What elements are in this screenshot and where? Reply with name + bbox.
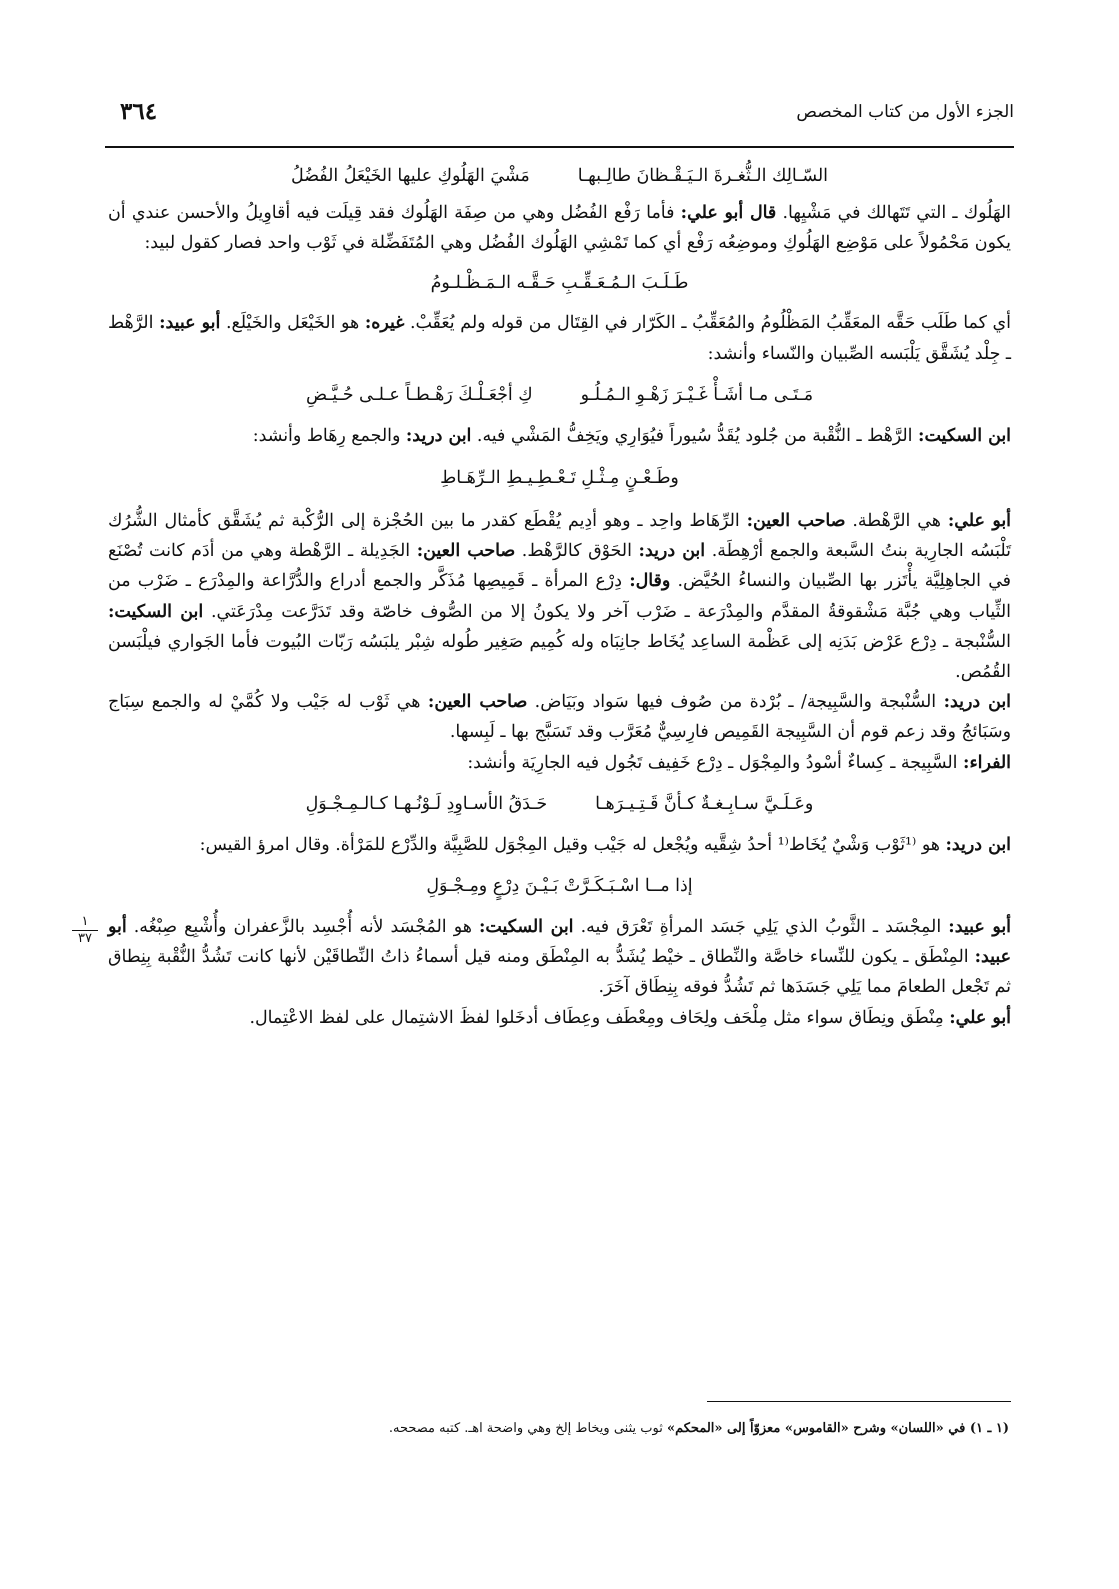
paragraph-4 <box>108 506 1011 687</box>
speaker-label: ابن السكيت: <box>108 601 204 622</box>
text-run: هو الخَيْعَل والخَيْلَع. <box>220 313 365 334</box>
text-run: والجمع رِهَاط وأنشد: <box>252 425 406 446</box>
speaker-label: ابن دريد: <box>638 541 706 562</box>
footnote <box>108 1418 1009 1440</box>
text-run: الرَّهْط ـ جِلْد يُشَقَّق يَلْبَسه الصِّبيان والنّساء وأنشد: <box>108 313 1011 364</box>
text-run: السَّبِيجة ـ كِساءٌ أسْودُ والمِجْوَل ـ دِرْع خَفِيف تَجُول فيه الجارِيَة وأنشد: <box>467 752 964 773</box>
paragraph-5 <box>108 687 1011 747</box>
footnote-reference: (١ ـ ١) في «اللسان» وشرح «القاموس» معزوّاً إلى «المحكم» <box>666 1421 1009 1436</box>
margin-folio-bottom: ٣٧ <box>78 931 92 946</box>
paragraph-2 <box>108 308 1011 368</box>
verse-2 <box>108 273 1011 293</box>
speaker-label: صاحب العين: <box>416 541 516 562</box>
speaker-label: غيره: <box>364 313 405 334</box>
speaker-label: أبو علي: <box>947 511 1011 532</box>
paragraph-8 <box>108 912 1011 1003</box>
text-run: دِرْع المرأة ـ قَمِيصِها مُذَكَّر والجمع أدراع والدُّرَّاعة والمِدْرَع ـ ضَرْب من الثِّياب وهي جُبَّة مَشْقوقةُ المقدَّم والمِدْرَعة ـ ضَرْب آخر ولا يكونُ إلا من الصُّوف خاصّة وقد تَدَرَّعت مِدْرَعَتي. <box>108 571 1011 622</box>
verse-hemistich: طَـلَـبَ الـمُـعَـقِّـبِ حَـقَّـه الـمَـظْـلـومُ <box>430 273 689 294</box>
verse-hemistich: حَـدَقُ الأسـاوِدِ لَـوْنُـهـا كـالـمِـجْـوَلِ <box>305 793 548 814</box>
paragraph-7 <box>108 830 1011 860</box>
verse-5 <box>108 794 1011 814</box>
text-run: هو المُجْسَد لأنه أُجْسِد بالزَّعفران وأُشْبِع صِبْغُه. <box>126 917 479 938</box>
text-run: السُّنْبجة ـ دِرْع عَرْض بَدَنِه إلى عَظْمة الساعِد يُخَاط جانِبَاه وله كُمِيم صَغِير طُوله شِبْر يلبَسُه رَبّات البُيوت فأما الجَواري فيلْبَسن القُمُص. <box>108 631 1011 683</box>
speaker-label: ابن السكيت: <box>478 917 574 938</box>
verse-hemistich: السّـالِك الـثُّغـرةَ الـيَـقْـظانَ طالِـبهـا <box>577 166 828 186</box>
page-number: ٣٦٤ <box>120 98 158 125</box>
verse-1 <box>108 166 1011 186</box>
speaker-label: وقال: <box>629 571 671 592</box>
text-run: الجَدِيلة ـ الرَّهْطة وهي من أدَم كانت تُصْنَع في الجاهِلِيَّة يأْتَزر بها الصِّبيان والنساءُ الحُيَّض. <box>108 541 1011 592</box>
speaker-label: أبو علي: <box>949 1007 1011 1028</box>
verse-hemistich: مَـتَـى مـا أشَـأْ غَـيْـرَ زَهْـوِ الـمُـلُـو <box>580 384 814 405</box>
text-run: المِجْسَد ـ الثَّوبُ الذي يَلِي جَسَد المرأةِ تَعْرَق فيه. <box>573 917 949 938</box>
verse-4 <box>108 468 1011 488</box>
speaker-label: ابن دريد: <box>943 692 1011 713</box>
text-run: مِنْطَق ونِطَاق سواء مثل مِلْحَف ولِحَاف ومِعْطَف وعِطَاف أدخَلوا لفظَ الاشتِمال على لفظ الاعْتِمال. <box>249 1007 950 1028</box>
main-text <box>108 162 1011 1033</box>
speaker-label: صاحب العين: <box>427 692 528 713</box>
header-rule <box>105 146 1014 148</box>
paragraph-1 <box>108 198 1011 258</box>
text-run: الحَوْق كالرَّهْط. <box>515 541 639 562</box>
text-run: هي ثَوْب له جَيْب ولا كُمَّيْ له والجمع سِبَاج وسَبَائجُ وقد زعم قوم أن السَّبِيجة القَمِيص فارِسِيٌّ مُعَرَّب وقد تَسَبَّج بها ـ لَبِسها. <box>108 692 1011 743</box>
speaker-label: ابن دريد: <box>945 834 1011 855</box>
paragraph-6 <box>108 748 1011 778</box>
speaker-label: أبو عبيد: <box>108 917 1011 968</box>
verse-hemistich: وطَـعْـنٍ مِـثْـلِ تَـعْـطِـيـطِ الـرِّهَـاطِ <box>440 468 679 489</box>
text-run: الهَلُوك ـ التي تَتَهالك في مَشْيِها. <box>776 203 1011 223</box>
margin-folio-mark <box>72 915 98 946</box>
verse-hemistich: إذا مــا اسْـبَـكَـرَّتْ بَـيْـنَ دِرْعٍ ومِـجْـوَلِ <box>426 876 693 897</box>
verse-6 <box>108 876 1011 896</box>
text-run: أي كما طَلَب حَقَّه المعَقِّبُ المَظْلُومُ والمُعَقِّبُ ـ الكَرّار في القِتَال من قوله ولم يُعَقِّبْ. <box>404 313 1011 334</box>
speaker-label: قال أبو علي: <box>680 203 777 223</box>
verse-hemistich: وعَـلَـيَّ سـابِـغـةٌ كـأنَّ قَـتِـيـرَهـا <box>595 793 814 814</box>
speaker-label: أبو عبيد: <box>159 313 221 334</box>
text-run: الرِّهَاط واحِد ـ وهو أدِيم يُقْطَع كقدر ما بين الحُجْزة إلى الرُّكْبة ثم يُشَقَّق كأمثال الشُّرُك تَلْبَسُه الجارِية بنتُ السَّبعة والجمع أرْهِطَة. <box>108 511 1012 562</box>
speaker-label: صاحب العين: <box>746 511 846 532</box>
text-run: فأما رَفْع الفُضُل وهي من صِفَة الهَلُوك فقد قِيلَت فيه أقاوِيلُ والأحسن عندي أن يكون مَحْمُولاً على مَوْضِع الهَلُوكِ وموضِعُه رَفْع أي كما تَمْشِي الهَلُوك الفُضُل وهي المُتَفَضِّلة في ثَوْب واحد فصار كقول لبيد: <box>108 203 1011 254</box>
margin-folio-top: ١ <box>72 915 98 931</box>
verse-3 <box>108 385 1011 405</box>
text-run: المِنْطَق ـ يكون للنِّساء خاصَّة والنِّطاق ـ خيْط يُشَدُّ به المِنْطَق ومنه قيل أسماءُ ذاتُ النِّطاقَيْن لأنها كانت تَشُدُّ النُّقْبة بِنِطاق ثم تَجْعل الطعامَ مما يَلِي جَسَدَها ثم تَشُدُّ فوقه بِنِطَاق آخَرَ. <box>108 947 1011 998</box>
footnote-rule <box>707 1401 1011 1402</box>
text-run: هي الرَّهْطة. <box>845 511 948 532</box>
paragraph-3 <box>108 421 1011 451</box>
text-run: الرَّهْط ـ النُّقْبة من جُلود يُقَدُّ سُيوراً فيُوَارِي ويَخِفُّ المَشْي فيه. <box>471 425 919 446</box>
speaker-label: ابن دريد: <box>405 425 472 446</box>
text-run: السُّنْبجة والسَّبِيجة/ ـ بُرْدة من صُوف فيها سَواد وبَيَاض. <box>527 692 944 713</box>
text-run: هو ⁽¹ثَوْب وَشْيٌ يُخَاط⁽¹ أحدُ شِقَّيه ويُجْعل له جَيْب وقيل المِجْوَل للصَّبِيَّة والدِّرْع للمَرْأة. وقال امرؤ القيس: <box>199 834 946 855</box>
verse-hemistich: مَشْيَ الهَلُوكِ عليها الخَيْعَلُ الفُضُلُ <box>291 166 530 186</box>
footnote-text: ثوب يثنى ويخاط إلخ وهي واضحة اهـ. كتبه مصححه. <box>388 1421 667 1436</box>
page-header <box>105 96 1014 136</box>
speaker-label: ابن السكيت: <box>918 425 1011 446</box>
speaker-label: أبو عبيد: <box>948 917 1011 938</box>
verse-hemistich: كِ أجْعَـلْـكَ رَهْـطـاً عـلـى حُـيَّـضِ <box>305 384 533 405</box>
speaker-label: الفراء: <box>963 752 1011 773</box>
running-title: الجزء الأول من كتاب المخصص <box>796 102 1014 122</box>
paragraph-9 <box>108 1003 1011 1033</box>
